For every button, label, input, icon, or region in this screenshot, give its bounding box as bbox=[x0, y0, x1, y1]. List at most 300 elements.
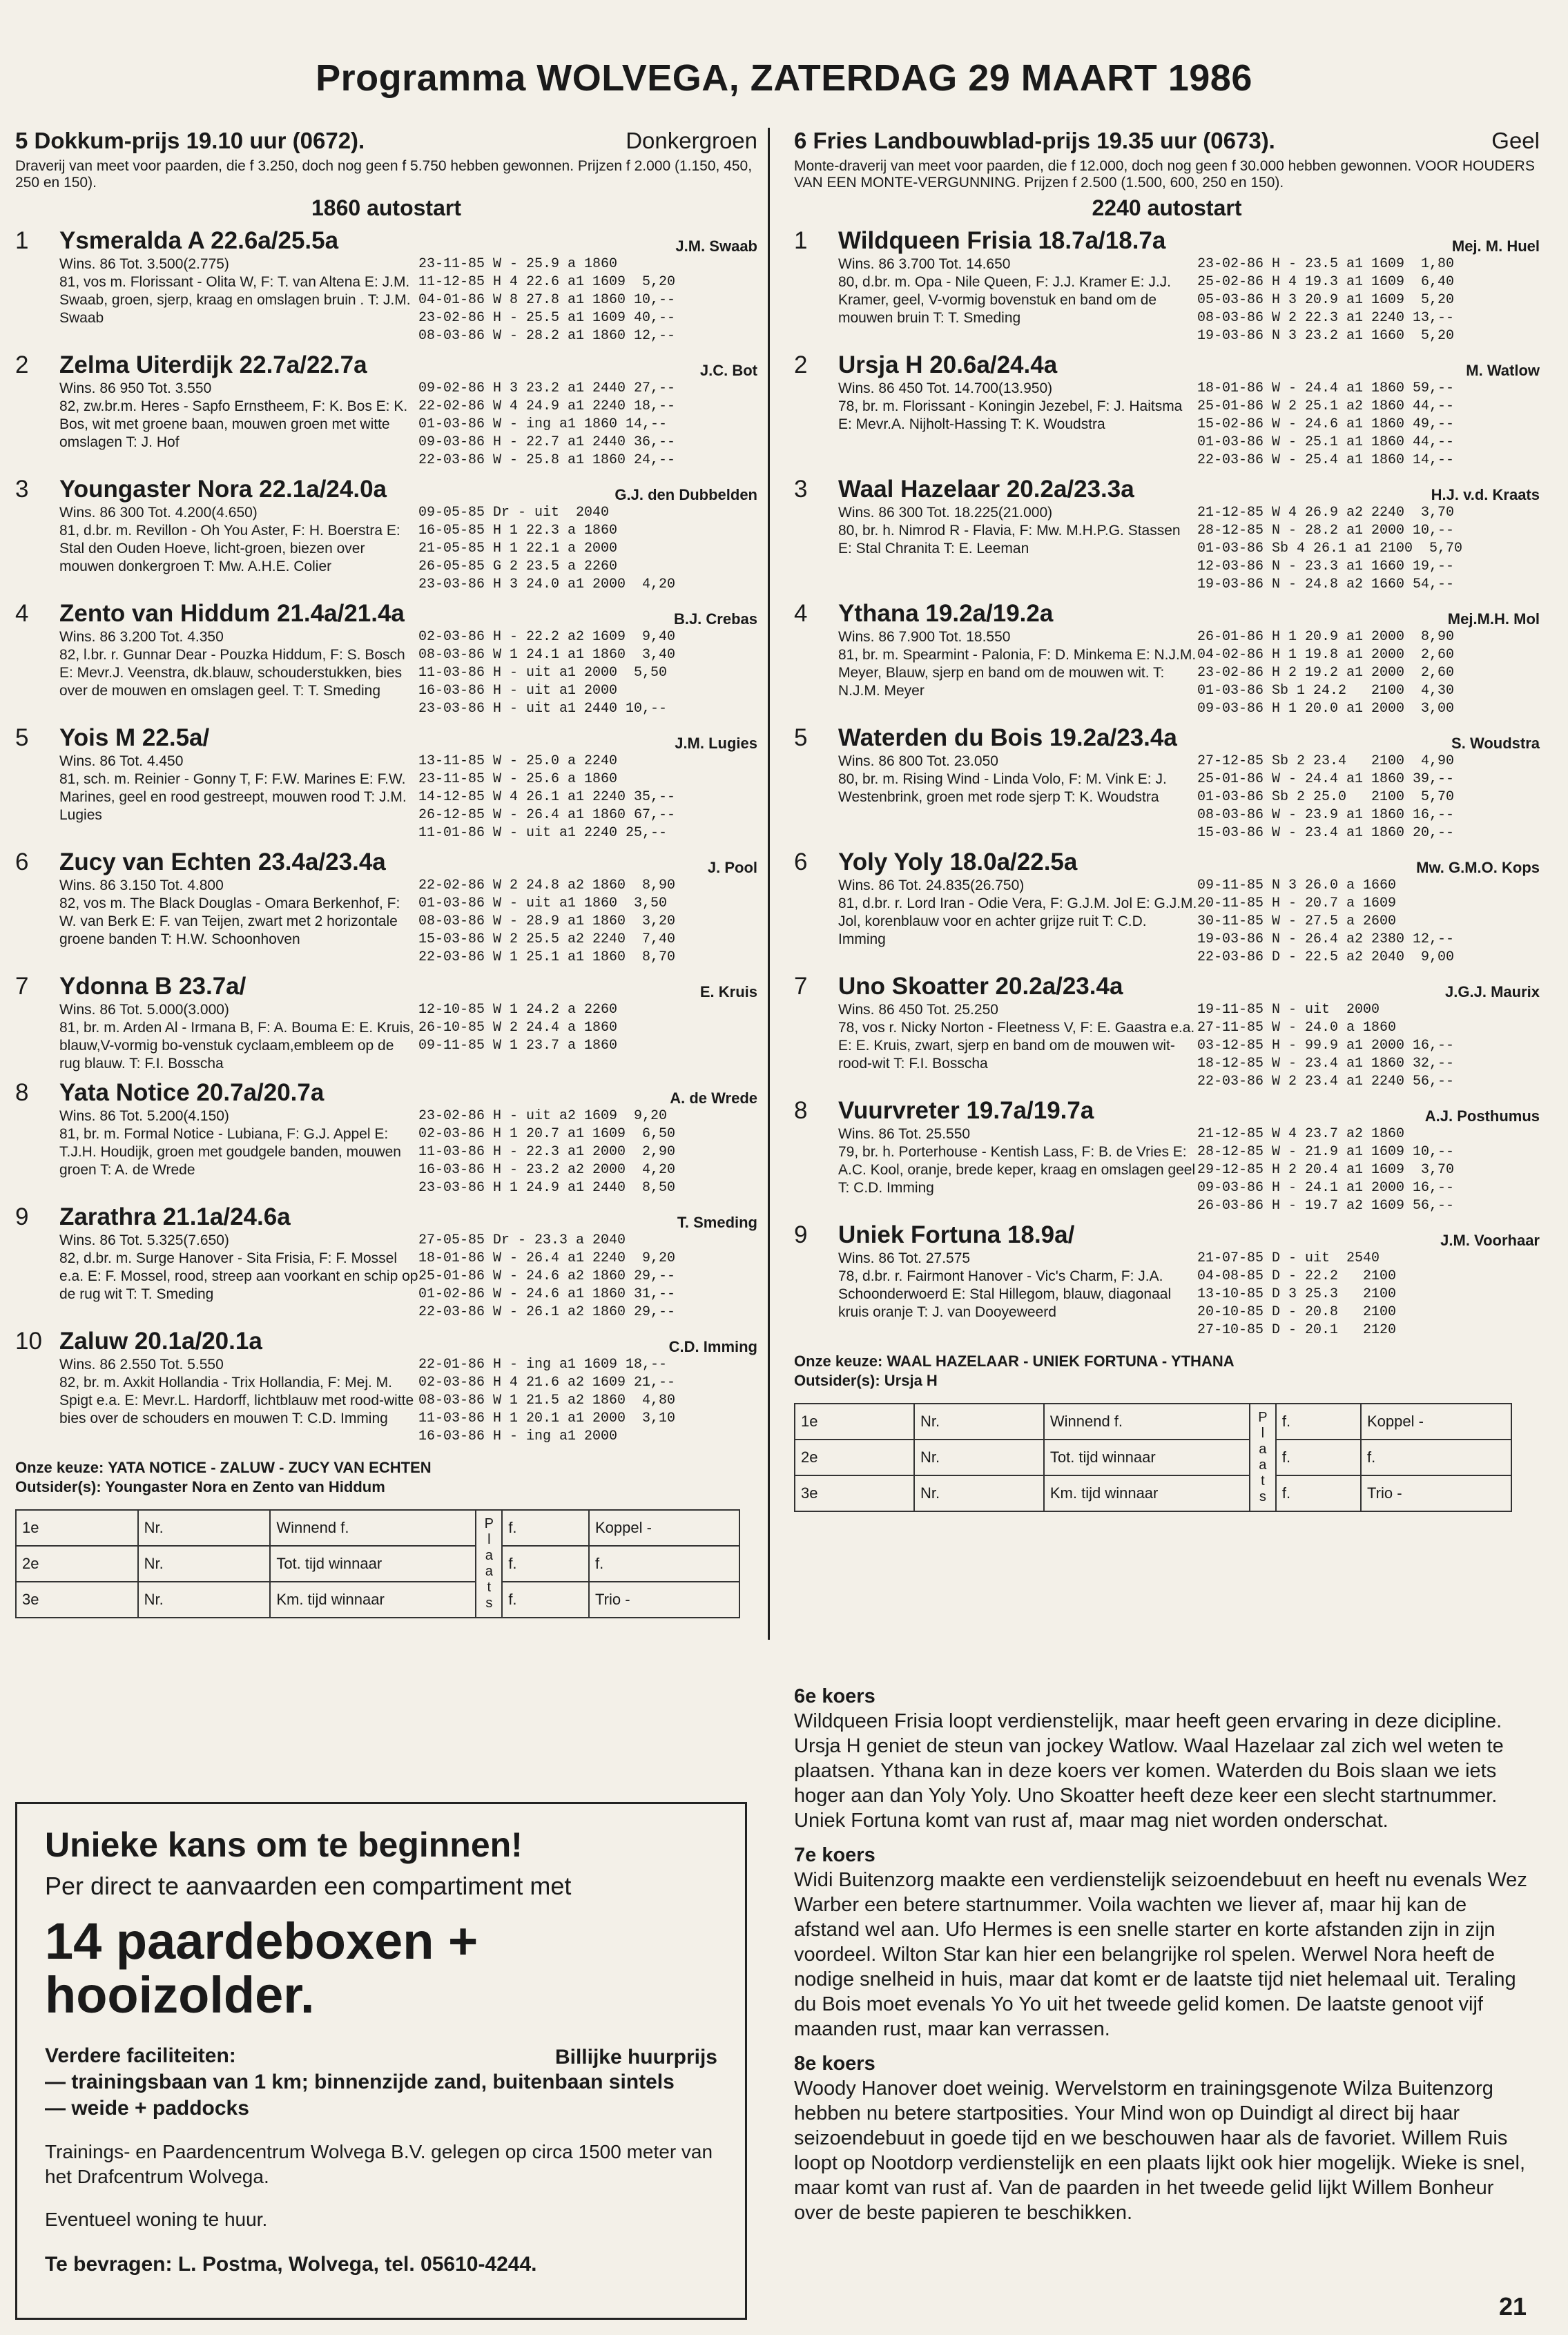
result-line: 18-12-85 W - 23.4 a1 1860 32,-- bbox=[1197, 1056, 1455, 1072]
horse-entry bbox=[794, 1221, 1540, 1339]
horse-number: 7 bbox=[15, 973, 29, 1000]
horse-name-text: Zucy van Echten 23.4a/23.4a bbox=[59, 849, 386, 875]
result-line: 22-03-86 W - 25.8 a1 1860 24,-- bbox=[418, 452, 676, 468]
horse-name bbox=[794, 972, 1540, 1001]
plaats-label: P l a a t s bbox=[1250, 1404, 1276, 1511]
result-line: 01-03-86 W - 25.1 a1 1860 44,-- bbox=[1197, 434, 1455, 450]
horse-description: Wins. 86 Tot. 5.200(4.150) 81, br. m. Formal Notice - Lubiana, F: G.J. Appel E: T.J.H. Houdijk, groen met goudgele banden, mouwen groen T: A. de Wrede bbox=[59, 1108, 401, 1178]
horse-name bbox=[15, 1078, 757, 1107]
horse-body bbox=[15, 380, 757, 469]
ad-offer: 14 paardeboxen + hooizolder. bbox=[45, 1912, 478, 2024]
result-line: 09-03-86 H - 24.1 a1 2000 16,-- bbox=[1197, 1180, 1455, 1196]
horse-trainer: Mw. G.M.O. Kops bbox=[1416, 859, 1540, 876]
horse-trainer: C.D. Imming bbox=[668, 1338, 757, 1355]
horse-results bbox=[418, 753, 757, 842]
horse-results bbox=[418, 504, 757, 594]
horse-trainer: Mej. M. Huel bbox=[1451, 238, 1540, 255]
result-line: 01-02-86 W - 24.6 a1 1860 31,-- bbox=[418, 1286, 676, 1302]
horse-entry bbox=[15, 475, 757, 594]
commentary-heading: 8e koers bbox=[794, 2053, 875, 2075]
horse-name-text: Zento van Hiddum 21.4a/21.4a bbox=[59, 600, 405, 627]
race-color: Geel bbox=[1491, 128, 1540, 153]
race-header bbox=[794, 128, 1540, 154]
f-field: f. bbox=[1276, 1440, 1361, 1475]
tote-cell: Nr. bbox=[914, 1475, 1044, 1511]
koppel-trio-cell bbox=[589, 1546, 739, 1582]
result-line: 21-07-85 D - uit 2540 bbox=[1197, 1250, 1380, 1266]
result-line: 12-10-85 W 1 24.2 a 2260 bbox=[418, 1002, 618, 1018]
horse-entry bbox=[794, 226, 1540, 345]
tote-row bbox=[795, 1475, 1511, 1511]
horse-results bbox=[418, 628, 757, 718]
result-line: 16-05-85 H 1 22.3 a 1860 bbox=[418, 523, 618, 539]
result-line: 18-01-86 W - 26.4 a1 2240 9,20 bbox=[418, 1250, 676, 1266]
commentary bbox=[794, 1674, 1533, 2225]
horse-body bbox=[794, 255, 1540, 345]
horse-results bbox=[418, 1107, 757, 1197]
result-line: 21-12-85 W 4 23.7 a2 1860 bbox=[1197, 1126, 1405, 1142]
horse-name bbox=[794, 351, 1540, 380]
horse-body bbox=[15, 1356, 757, 1446]
horse-number: 1 bbox=[15, 227, 29, 254]
tote-cell: Nr. bbox=[138, 1546, 271, 1582]
koppel-trio-cell bbox=[1361, 1440, 1511, 1475]
horse-name-text: Wildqueen Frisia 18.7a/18.7a bbox=[838, 227, 1166, 254]
horse-name-text: Zaluw 20.1a/20.1a bbox=[59, 1328, 262, 1355]
horse-trainer: A. de Wrede bbox=[670, 1089, 757, 1107]
koppel-f: f. bbox=[1367, 1449, 1376, 1466]
result-line: 23-11-85 W - 25.6 a 1860 bbox=[418, 771, 618, 787]
horse-trainer: H.J. v.d. Kraats bbox=[1431, 486, 1540, 503]
ad-text-2: Eventueel woning te huur. bbox=[45, 2209, 268, 2230]
horse-description: Wins. 86 300 Tot. 4.200(4.650) 81, d.br. m. Revillon - Oh You Aster, F: H. Boerstra E: Stal den Ouden Hoeve, licht-groen, biezen over mouwen donkergroen T: Mw. A.H.E. Colier bbox=[59, 505, 400, 574]
result-line: 13-11-85 W - 25.0 a 2240 bbox=[418, 753, 618, 769]
horse-number: 9 bbox=[794, 1221, 808, 1248]
result-line: 14-12-85 W 4 26.1 a1 2240 35,-- bbox=[418, 789, 676, 805]
horse-entry bbox=[15, 1203, 757, 1321]
trio-dash: - bbox=[1397, 1484, 1402, 1502]
result-line: 27-12-85 Sb 2 23.4 2100 4,90 bbox=[1197, 753, 1455, 769]
horse-description: Wins. 86 450 Tot. 14.700(13.950) 78, br. m. Florissant - Koningin Jezebel, F: J. Haitsma E: Mevr.A. Nijholt-Hassing T: K. Woudstra bbox=[838, 380, 1183, 432]
horse-results bbox=[418, 255, 757, 345]
tote-cell: Tot. tijd winnaar bbox=[270, 1546, 476, 1582]
result-line: 11-03-86 H - 22.3 a1 2000 2,90 bbox=[418, 1144, 676, 1160]
horse-entry bbox=[794, 1096, 1540, 1215]
horse-description: Wins. 86 Tot. 5.325(7.650) 82, d.br. m. Surge Hanover - Sita Frisia, F: F. Mossel e.a. E: F. Mossel, rood, streep aan voorkant en schip op de rug wit T: T. Smeding bbox=[59, 1232, 418, 1302]
horse-entry bbox=[15, 1078, 757, 1197]
ad-text: Trainings- en Paardencentrum Wolvega B.V. gelegen op circa 1500 meter van het Drafcentrum Wolvega. bbox=[45, 2141, 713, 2187]
result-line: 08-03-86 W - 28.9 a1 1860 3,20 bbox=[418, 913, 676, 929]
result-line: 09-05-85 Dr - uit 2040 bbox=[418, 505, 610, 521]
horse-results bbox=[1197, 1001, 1540, 1091]
trio-dash: - bbox=[625, 1591, 630, 1608]
tote-cell: Nr. bbox=[138, 1510, 271, 1546]
horse-name-text: Ydonna B 23.7a/ bbox=[59, 973, 246, 1000]
horse-number: 1 bbox=[794, 227, 808, 254]
result-line: 22-03-86 W 2 23.4 a1 2240 56,-- bbox=[1197, 1074, 1455, 1089]
horse-number: 5 bbox=[794, 724, 808, 751]
tote-cell: 2e bbox=[795, 1440, 914, 1475]
horse-trainer: E. Kruis bbox=[699, 983, 757, 1000]
horse-name-text: Yois M 22.5a/ bbox=[59, 724, 210, 751]
result-line: 29-12-85 H 2 20.4 a1 1609 3,70 bbox=[1197, 1162, 1455, 1178]
result-line: 26-10-85 W 2 24.4 a 1860 bbox=[418, 1020, 618, 1036]
horse-name-text: Ythana 19.2a/19.2a bbox=[838, 600, 1054, 627]
horse-body bbox=[15, 1107, 757, 1197]
result-line: 18-01-86 W - 24.4 a1 1860 59,-- bbox=[1197, 380, 1455, 396]
result-line: 23-03-86 H - uit a1 2440 10,-- bbox=[418, 701, 668, 717]
horse-name-text: Yata Notice 20.7a/20.7a bbox=[59, 1079, 325, 1106]
horse-results bbox=[418, 1001, 757, 1073]
result-line: 26-12-85 W - 26.4 a1 1860 67,-- bbox=[418, 807, 676, 823]
horse-description: Wins. 86 Tot. 27.575 78, d.br. r. Fairmont Hanover - Vic's Charm, F: J.A. Schoonderwoerd E: Stal Hillegom, blauw, diagonaal kruis oranje T: J. van Dooyeweerd bbox=[838, 1250, 1172, 1320]
result-line: 01-03-86 W - ing a1 1860 14,-- bbox=[418, 416, 668, 432]
race-title: 5 Dokkum-prijs 19.10 uur (0672). bbox=[15, 128, 365, 153]
result-line: 23-03-86 H 1 24.9 a1 2440 8,50 bbox=[418, 1180, 676, 1196]
horse-description: Wins. 86 2.550 Tot. 5.550 82, br. m. Axkit Hollandia - Trix Hollandia, F: Mej. M. Spigt e.a. E: Mevr.L. Hardorff, lichtblauw met rood-witte bies over de schouders en mouwen T: C.D. Imming bbox=[59, 1357, 414, 1426]
commentary-text: Wildqueen Frisia loopt verdienstelijk, maar heeft geen ervaring in deze dicipline. Ursja H geniet de steun van jockey Watlow. Waal Hazelaar zal zich wel weten te plaatsen. Ythana kan in deze koers ver komen. Waterden du Bois slaan we iets hoger aan dan Yoly Yoly. Uno Skoatter heeft deze keer een slecht startnummer. Uniek Fortuna komt van rust af, maar mag niet worden onderschat. bbox=[794, 1710, 1504, 1832]
race-header bbox=[15, 128, 757, 154]
koppel-label: Koppel bbox=[1367, 1413, 1415, 1430]
koppel-label: Koppel bbox=[595, 1519, 643, 1536]
horse-name bbox=[794, 599, 1540, 628]
result-line: 30-11-85 W - 27.5 a 2600 bbox=[1197, 913, 1397, 929]
horse-entry bbox=[794, 848, 1540, 967]
result-line: 09-11-85 N 3 26.0 a 1660 bbox=[1197, 878, 1397, 893]
result-line: 19-03-86 N - 26.4 a2 2380 12,-- bbox=[1197, 931, 1455, 947]
outsider-text: Outsider(s): Ursja H bbox=[794, 1372, 938, 1389]
horse-description: Wins. 86 800 Tot. 23.050 80, br. m. Rising Wind - Linda Volo, F: M. Vink E: J. Westenbrink, groen met rode sjerp T: K. Woudstra bbox=[838, 753, 1167, 805]
tote-row bbox=[16, 1510, 739, 1546]
horse-trainer: G.J. den Dubbelden bbox=[614, 486, 757, 503]
horse-entry bbox=[15, 599, 757, 718]
result-line: 11-03-86 H 1 20.1 a1 2000 3,10 bbox=[418, 1411, 676, 1426]
ad-facility-1: — trainingsbaan van 1 km; binnenzijde zand, buitenbaan sintels bbox=[45, 2071, 675, 2093]
result-line: 25-01-86 W 2 25.1 a2 1860 44,-- bbox=[1197, 398, 1455, 414]
advertisement bbox=[15, 1802, 747, 2320]
horse-results bbox=[1197, 1250, 1540, 1339]
result-line: 16-03-86 H - uit a1 2000 bbox=[418, 683, 618, 699]
result-line: 16-03-86 H - ing a1 2000 bbox=[418, 1428, 618, 1444]
horse-trainer: J.C. Bot bbox=[699, 362, 757, 379]
horse-trainer: J.G.J. Maurix bbox=[1445, 983, 1540, 1000]
our-choice bbox=[15, 1458, 757, 1497]
result-line: 22-03-86 W - 26.1 a2 1860 29,-- bbox=[418, 1304, 676, 1320]
result-line: 09-03-86 H - 22.7 a1 2440 36,-- bbox=[418, 434, 676, 450]
horse-number: 9 bbox=[15, 1203, 29, 1230]
horse-name bbox=[15, 848, 757, 877]
result-line: 23-02-86 H - uit a2 1609 9,20 bbox=[418, 1108, 668, 1124]
page-title: Programma WOLVEGA, ZATERDAG 29 MAART 1986 bbox=[316, 57, 1252, 99]
horse-name bbox=[15, 599, 757, 628]
horse-description: Wins. 86 450 Tot. 25.250 78, vos r. Nicky Norton - Fleetness V, F: E. Gaastra e.a. E: E. Kruis, zwart, sjerp en band om de mouwen wit-rood-wit T: F.I. Bosscha bbox=[838, 1002, 1195, 1072]
koppel-trio-cell bbox=[589, 1510, 739, 1546]
result-line: 27-10-85 D - 20.1 2120 bbox=[1197, 1322, 1397, 1338]
horse-name bbox=[794, 226, 1540, 255]
ad-contact: Te bevragen: L. Postma, Wolvega, tel. 05610-4244. bbox=[45, 2253, 537, 2276]
result-line: 19-11-85 N - uit 2000 bbox=[1197, 1002, 1380, 1018]
tote-row bbox=[16, 1546, 739, 1582]
horse-name bbox=[15, 972, 757, 1001]
result-line: 21-12-85 W 4 26.9 a2 2240 3,70 bbox=[1197, 505, 1455, 521]
race-title: 6 Fries Landbouwblad-prijs 19.35 uur (0673). bbox=[794, 128, 1275, 153]
horse-description: Wins. 86 3.150 Tot. 4.800 82, vos m. The Black Douglas - Omara Berkenhof, F: W. van Berk E: F. van Teijen, zwart met 2 horizontale groene banden T: H.W. Schoonhoven bbox=[59, 878, 400, 947]
horse-results bbox=[1197, 255, 1540, 345]
horse-body bbox=[794, 1250, 1540, 1339]
result-line: 04-01-86 W 8 27.8 a1 1860 10,-- bbox=[418, 292, 676, 308]
result-line: 20-10-85 D - 20.8 2100 bbox=[1197, 1304, 1397, 1320]
result-line: 23-03-86 H 3 24.0 a1 2000 4,20 bbox=[418, 577, 676, 592]
horse-number: 6 bbox=[794, 849, 808, 875]
result-line: 09-03-86 H 1 20.0 a1 2000 3,00 bbox=[1197, 701, 1455, 717]
result-line: 22-02-86 W 2 24.8 a2 1860 8,90 bbox=[418, 878, 676, 893]
horse-name bbox=[15, 226, 757, 255]
result-line: 25-01-86 W - 24.6 a2 1860 29,-- bbox=[418, 1268, 676, 1284]
result-line: 05-03-86 H 3 20.9 a1 1609 5,20 bbox=[1197, 292, 1455, 308]
result-line: 19-03-86 N - 24.8 a2 1660 54,-- bbox=[1197, 577, 1455, 592]
tote-cell: Winnend f. bbox=[270, 1510, 476, 1546]
horse-name-text: Ursja H 20.6a/24.4a bbox=[838, 351, 1058, 378]
result-line: 23-11-85 W - 25.9 a 1860 bbox=[418, 256, 618, 272]
result-line: 04-02-86 H 1 19.8 a1 2000 2,60 bbox=[1197, 647, 1455, 663]
trio-label: Trio bbox=[595, 1591, 621, 1608]
horse-results bbox=[418, 380, 757, 469]
result-line: 16-03-86 H - 23.2 a2 2000 4,20 bbox=[418, 1162, 676, 1178]
tote-form bbox=[794, 1403, 1512, 1512]
result-line: 09-11-85 W 1 23.7 a 1860 bbox=[418, 1038, 618, 1054]
result-line: 09-02-86 H 3 23.2 a1 2440 27,-- bbox=[418, 380, 676, 396]
horse-results bbox=[1197, 380, 1540, 469]
koppel-trio-cell bbox=[1361, 1475, 1511, 1511]
horse-entry bbox=[15, 226, 757, 345]
result-line: 22-03-86 W 1 25.1 a1 1860 8,70 bbox=[418, 949, 676, 965]
horse-results bbox=[1197, 877, 1540, 967]
horse-name-text: Uniek Fortuna 18.9a/ bbox=[838, 1221, 1075, 1248]
result-line: 19-03-86 N 3 23.2 a1 1660 5,20 bbox=[1197, 328, 1455, 344]
result-line: 03-12-85 H - 99.9 a1 2000 16,-- bbox=[1197, 1038, 1455, 1054]
horse-body bbox=[794, 504, 1540, 594]
horse-entry bbox=[794, 972, 1540, 1091]
horse-number: 5 bbox=[15, 724, 29, 751]
result-line: 27-05-85 Dr - 23.3 a 2040 bbox=[418, 1232, 626, 1248]
result-line: 25-01-86 W - 24.4 a1 1860 39,-- bbox=[1197, 771, 1455, 787]
f-field: f. bbox=[502, 1582, 589, 1618]
horse-entry bbox=[15, 972, 757, 1073]
horse-name-text: Waterden du Bois 19.2a/23.4a bbox=[838, 724, 1177, 751]
horse-name-text: Yoly Yoly 18.0a/22.5a bbox=[838, 849, 1078, 875]
horse-description: Wins. 86 7.900 Tot. 18.550 81, br. m. Spearmint - Palonia, F: D. Minkema E: N.J.M. Meyer, Blauw, sjerp en band om de mouwen wit. T: N.J.M. Meyer bbox=[838, 629, 1197, 699]
horse-name bbox=[15, 1203, 757, 1232]
result-line: 27-11-85 W - 24.0 a 1860 bbox=[1197, 1020, 1397, 1036]
ad-facility-2: — weide + paddocks bbox=[45, 2097, 249, 2120]
result-line: 08-03-86 W - 23.9 a1 1860 16,-- bbox=[1197, 807, 1455, 823]
tote-cell: 3e bbox=[795, 1475, 914, 1511]
horse-trainer: J.M. Voorhaar bbox=[1440, 1232, 1540, 1249]
tote-cell: Nr. bbox=[138, 1582, 271, 1618]
race-6-column bbox=[794, 128, 1540, 1512]
result-line: 01-03-86 Sb 4 26.1 a1 2100 5,70 bbox=[1197, 541, 1463, 556]
result-line: 08-03-86 W 1 21.5 a2 1860 4,80 bbox=[418, 1393, 676, 1408]
horse-description: Wins. 86 950 Tot. 3.550 82, zw.br.m. Heres - Sapfo Ernstheem, F: K. Bos E: K. Bos, wit met groene baan, mouwen groen met witte omslagen T: J. Hof bbox=[59, 380, 408, 450]
commentary-heading: 7e koers bbox=[794, 1844, 875, 1866]
result-line: 02-03-86 H - 22.2 a2 1609 9,40 bbox=[418, 629, 676, 645]
ad-headline: Unieke kans om te beginnen! bbox=[45, 1825, 523, 1864]
horse-number: 10 bbox=[15, 1328, 42, 1355]
ad-facilities-title: Verdere faciliteiten: bbox=[45, 2044, 236, 2067]
horse-trainer: T. Smeding bbox=[677, 1214, 757, 1231]
result-line: 01-03-86 Sb 2 25.0 2100 5,70 bbox=[1197, 789, 1455, 805]
horse-number: 6 bbox=[15, 849, 29, 875]
ad-price: Billijke huurprijs bbox=[554, 2046, 717, 2068]
horse-results bbox=[1197, 504, 1540, 594]
koppel-dash: - bbox=[646, 1519, 652, 1536]
our-choice-text: Onze keuze: WAAL HAZELAAR - UNIEK FORTUNA - YTHANA bbox=[794, 1353, 1235, 1370]
result-line: 23-02-86 H - 23.5 a1 1609 1,80 bbox=[1197, 256, 1455, 272]
result-line: 28-12-85 W - 21.9 a1 1609 10,-- bbox=[1197, 1144, 1455, 1160]
horse-name bbox=[794, 724, 1540, 753]
result-line: 22-01-86 H - ing a1 1609 18,-- bbox=[418, 1357, 668, 1373]
horse-entry bbox=[15, 351, 757, 469]
f-field: f. bbox=[1276, 1404, 1361, 1440]
horse-results bbox=[1197, 628, 1540, 718]
horse-number: 4 bbox=[794, 600, 808, 627]
result-line: 04-08-85 D - 22.2 2100 bbox=[1197, 1268, 1397, 1284]
race-start: 2240 autostart bbox=[1092, 195, 1242, 220]
result-line: 26-03-86 H - 19.7 a2 1609 56,-- bbox=[1197, 1198, 1455, 1214]
result-line: 12-03-86 N - 23.3 a1 1660 19,-- bbox=[1197, 559, 1455, 574]
outsider-text: Outsider(s): Youngaster Nora en Zento van Hiddum bbox=[15, 1478, 385, 1495]
horse-entry bbox=[794, 724, 1540, 842]
horse-results bbox=[418, 877, 757, 967]
race-5-column bbox=[15, 128, 757, 1618]
horse-number: 2 bbox=[15, 351, 29, 378]
horse-description: Wins. 86 Tot. 3.500(2.775) 81, vos m. Florissant - Olita W, F: T. van Altena E: J.M. Swaab, groen, sjerp, kraag en omslagen bruin . T: J.M. Swaab bbox=[59, 256, 411, 326]
tote-cell: Nr. bbox=[914, 1440, 1044, 1475]
horse-number: 3 bbox=[15, 476, 29, 503]
tote-cell: Nr. bbox=[914, 1404, 1044, 1440]
horse-entry bbox=[794, 599, 1540, 718]
tote-cell: Km. tijd winnaar bbox=[1044, 1475, 1250, 1511]
page-number: 21 bbox=[1498, 2292, 1527, 2321]
result-line: 25-02-86 H 4 19.3 a1 1609 6,40 bbox=[1197, 274, 1455, 290]
horse-description: Wins. 86 Tot. 24.835(26.750) 81, d.br. r. Lord Iran - Odie Vera, F: G.J.M. Jol E: G.J.M. Jol, korenblauw voor en achter grijze ruit T: C.D. Imming bbox=[838, 878, 1197, 947]
horse-name bbox=[15, 1327, 757, 1356]
horse-number: 8 bbox=[15, 1079, 29, 1106]
result-line: 08-03-86 W 1 24.1 a1 1860 3,40 bbox=[418, 647, 676, 663]
tote-row bbox=[795, 1404, 1511, 1440]
result-line: 02-03-86 H 4 21.6 a2 1609 21,-- bbox=[418, 1375, 676, 1391]
horse-results bbox=[418, 1232, 757, 1321]
result-line: 23-02-86 H - 25.5 a1 1609 40,-- bbox=[418, 310, 676, 326]
commentary-text: Widi Buitenzorg maakte een verdienstelijk seizoendebuut en heeft nu evenals Wez Warber een betere startnummer. Voila wachten we liever af, maar hij kan de afstand wel aan. Ufo Hermes is een snelle starter en korte afstanden zijn in zijn voordeel. Wilton Star kan hier een belangrijke rol spelen. Werwel Nora heeft de nodige snelheid in huis, maar dat komt er de laatste tijd niet helemaal uit. Teraling du Bois moet evenals Yo Yo uit het tweede gelid komen. De laatste genoot vijf maanden rust, maar kan verrassen. bbox=[794, 1869, 1527, 2040]
horse-description: Wins. 86 Tot. 5.000(3.000) 81, br. m. Arden Al - Irmana B, F: A. Bouma E: E. Kruis, blauw,V-vormig bo-venstuk cyclaam,embleem op de rug blauw. T: F.I. Bosscha bbox=[59, 1002, 414, 1072]
result-line: 15-02-86 W - 24.6 a1 1860 49,-- bbox=[1197, 416, 1455, 432]
result-line: 08-03-86 W 2 22.3 a1 2240 13,-- bbox=[1197, 310, 1455, 326]
horse-trainer: B.J. Crebas bbox=[673, 610, 757, 628]
race-conditions: Draverij van meet voor paarden, die f 3.250, doch nog geen f 5.750 hebben gewonnen. Prijzen f 2.000 (1.150, 450, 250 en 150). bbox=[15, 158, 753, 191]
f-field: f. bbox=[1276, 1475, 1361, 1511]
horse-body bbox=[15, 877, 757, 967]
race-conditions: Monte-draverij van meet voor paarden, die f 12.000, doch nog geen f 30.000 hebben gewonnen. VOOR HOUDERS VAN EEN MONTE-VERGUNNING. Prijzen f 2.500 (1.500, 600, 250 en 150). bbox=[794, 158, 1535, 191]
commentary-text: Woody Hanover doet weinig. Wervelstorm en trainingsgenote Wilza Buitenzorg hebben nu betere startposities. Your Mind won op Duindigt al direct bij haar seizoendebuut in goede tijd en we beschouwen haar als de favoriet. Willem Ruis loopt op Nootdorp verdienstelijk en een plaats lijkt ook hier mogelijk. Wieke is snel, maar komt van rust af. Van de paarden in het tweede gelid lijkt Willem Bonheur over de beste papieren te beschikken. bbox=[794, 2077, 1526, 2224]
result-line: 11-12-85 H 4 22.6 a1 1609 5,20 bbox=[418, 274, 676, 290]
ad-subheadline: Per direct te aanvaarden een compartiment met bbox=[45, 1872, 572, 1900]
horse-number: 4 bbox=[15, 600, 29, 627]
koppel-trio-cell bbox=[589, 1582, 739, 1618]
our-choice-text: Onze keuze: YATA NOTICE - ZALUW - ZUCY VAN ECHTEN bbox=[15, 1459, 432, 1476]
horse-body bbox=[15, 1232, 757, 1321]
koppel-trio-cell bbox=[1361, 1404, 1511, 1440]
horse-entry bbox=[15, 724, 757, 842]
horse-trainer: S. Woudstra bbox=[1451, 735, 1540, 752]
horse-trainer: Mej.M.H. Mol bbox=[1447, 610, 1540, 628]
horse-entry bbox=[794, 351, 1540, 469]
horse-name bbox=[794, 475, 1540, 504]
horse-body bbox=[15, 753, 757, 842]
horse-name-text: Vuurvreter 19.7a/19.7a bbox=[838, 1097, 1094, 1124]
result-line: 28-12-85 N - 28.2 a1 2000 10,-- bbox=[1197, 523, 1455, 539]
result-line: 22-02-86 W 4 24.9 a1 2240 18,-- bbox=[418, 398, 676, 414]
horse-body bbox=[794, 877, 1540, 967]
horse-body bbox=[794, 1125, 1540, 1215]
f-field: f. bbox=[502, 1546, 589, 1582]
horse-body bbox=[15, 504, 757, 594]
race-color: Donkergroen bbox=[626, 128, 757, 153]
horse-trainer: A.J. Posthumus bbox=[1424, 1107, 1540, 1125]
result-line: 20-11-85 H - 20.7 a 1609 bbox=[1197, 895, 1397, 911]
horse-trainer: J.M. Swaab bbox=[675, 238, 757, 255]
horse-body bbox=[15, 255, 757, 345]
tote-cell: 1e bbox=[16, 1510, 138, 1546]
horse-name-text: Waal Hazelaar 20.2a/23.3a bbox=[838, 476, 1134, 503]
horse-name-text: Uno Skoatter 20.2a/23.4a bbox=[838, 973, 1123, 1000]
commentary-heading: 6e koers bbox=[794, 1685, 875, 1707]
column-divider bbox=[768, 128, 770, 1640]
race-start: 1860 autostart bbox=[311, 195, 461, 220]
horse-body bbox=[15, 1001, 757, 1073]
horse-entry bbox=[15, 1327, 757, 1446]
horse-name-text: Youngaster Nora 22.1a/24.0a bbox=[59, 476, 387, 503]
horse-trainer: J. Pool bbox=[707, 859, 757, 876]
result-line: 21-05-85 H 1 22.1 a 2000 bbox=[418, 541, 618, 556]
horse-number: 2 bbox=[794, 351, 808, 378]
horse-name-text: Zarathra 21.1a/24.6a bbox=[59, 1203, 291, 1230]
tote-row bbox=[795, 1440, 1511, 1475]
horse-number: 7 bbox=[794, 973, 808, 1000]
result-line: 11-01-86 W - uit a1 2240 25,-- bbox=[418, 825, 668, 841]
horse-number: 8 bbox=[794, 1097, 808, 1124]
horse-number: 3 bbox=[794, 476, 808, 503]
result-line: 15-03-86 W 2 25.5 a2 2240 7,40 bbox=[418, 931, 676, 947]
horse-trainer: M. Watlow bbox=[1466, 362, 1540, 379]
horse-description: Wins. 86 300 Tot. 18.225(21.000) 80, br. h. Nimrod R - Flavia, F: Mw. M.H.P.G. Stassen E: Stal Chranita T: E. Leeman bbox=[838, 505, 1181, 556]
result-line: 02-03-86 H 1 20.7 a1 1609 6,50 bbox=[418, 1126, 676, 1142]
horse-name bbox=[794, 1221, 1540, 1250]
result-line: 22-03-86 W - 25.4 a1 1860 14,-- bbox=[1197, 452, 1455, 468]
f-field: f. bbox=[502, 1510, 589, 1546]
result-line: 15-03-86 W - 23.4 a1 1860 20,-- bbox=[1197, 825, 1455, 841]
horse-body bbox=[794, 628, 1540, 718]
horse-results bbox=[1197, 753, 1540, 842]
horse-entry bbox=[794, 475, 1540, 594]
result-line: 01-03-86 Sb 1 24.2 2100 4,30 bbox=[1197, 683, 1455, 699]
result-line: 08-03-86 W - 28.2 a1 1860 12,-- bbox=[418, 328, 676, 344]
horse-name bbox=[15, 351, 757, 380]
horse-results bbox=[418, 1356, 757, 1446]
koppel-dash: - bbox=[1418, 1413, 1424, 1430]
horse-body bbox=[794, 753, 1540, 842]
horse-description: Wins. 86 Tot. 4.450 81, sch. m. Reinier - Gonny T, F: F.W. Marines E: F.W. Marines, geel en rood gestreept, mouwen rood T: J.M. Lugies bbox=[59, 753, 407, 823]
